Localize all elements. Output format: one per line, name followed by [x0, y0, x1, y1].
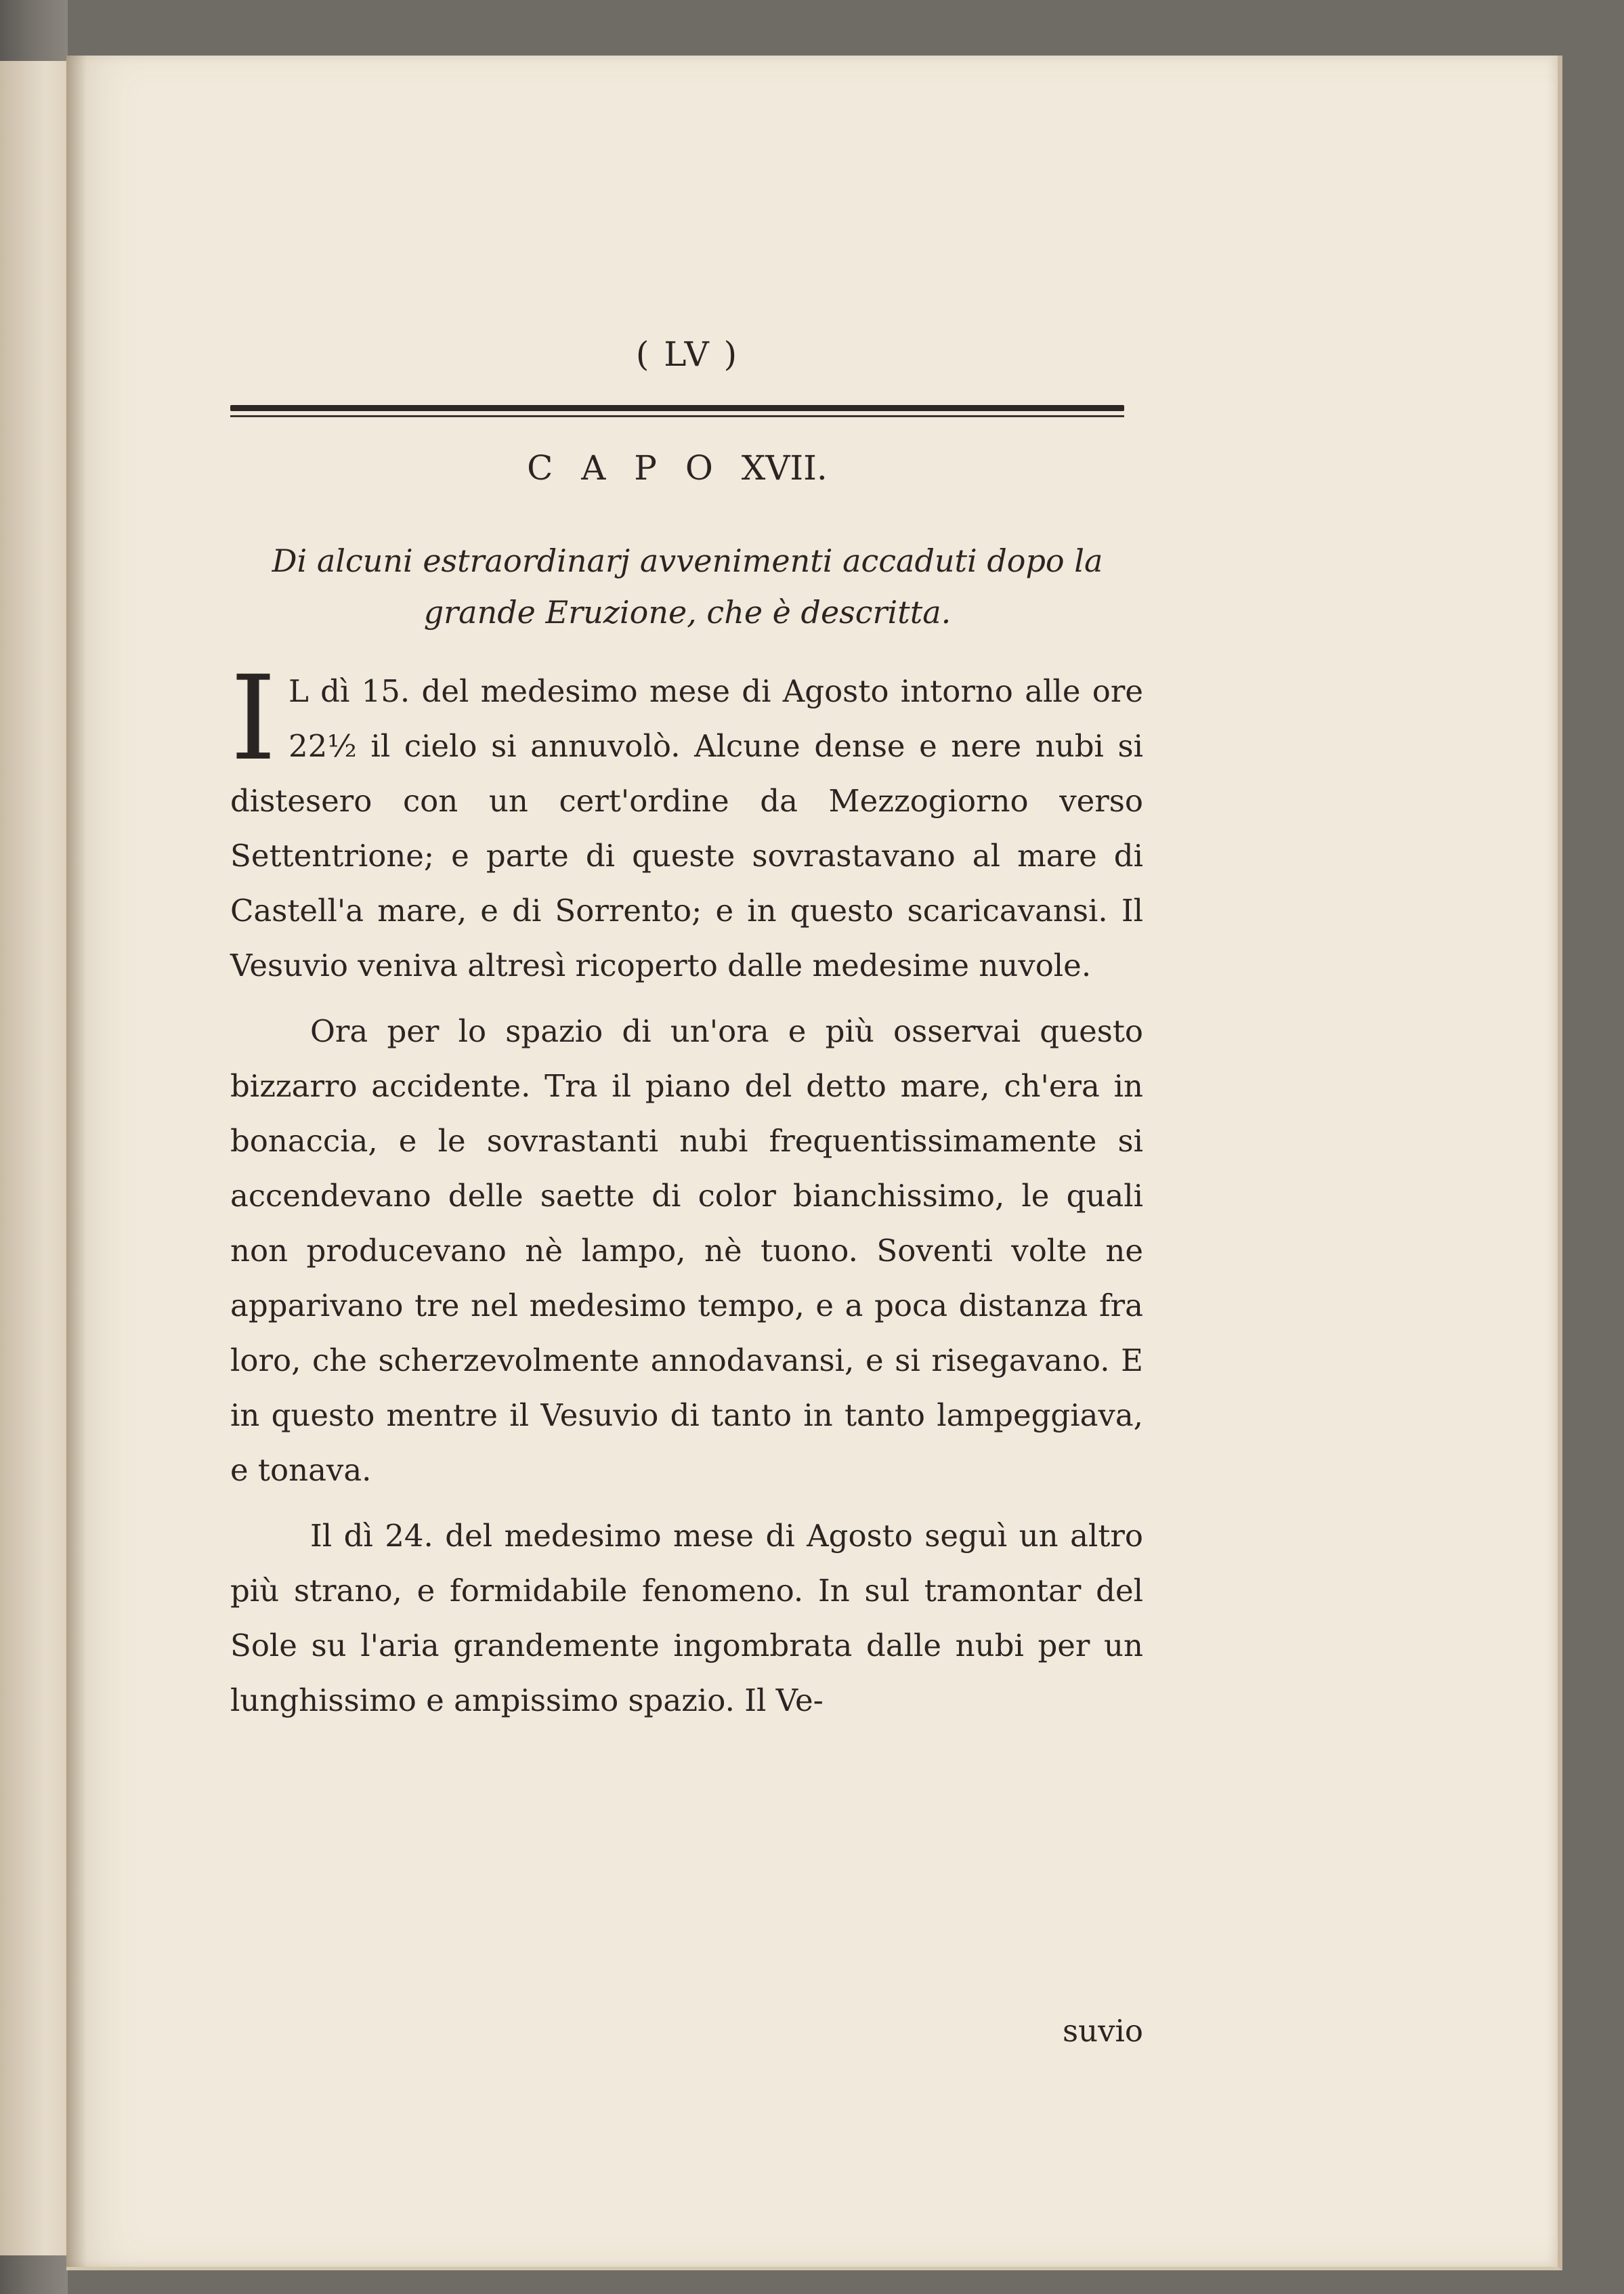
paragraph-2: Ora per lo spazio di un'ora e più osservai questo bizzarro accidente. Tra il piano del detto mare, ch'era in bonaccia, e le sovrastanti nubi frequentissimamente si accendevano delle saette di color bianchissimo, le quali non producevano nè lampo, nè tuono. Soventi volte ne apparivano tre nel medesimo tempo, e a poca distanza fra loro, che scherzevolmente annodavansi, e si risegavano. E in questo mentre il Vesuvio di tanto in tanto lampeggiava, e tonava. [230, 1013, 1143, 1488]
body-text [230, 650, 1143, 1739]
page-number: ( LV ) [635, 335, 740, 374]
paragraph-1 [230, 650, 1143, 993]
page-gutter-shadow [66, 56, 87, 2267]
paragraph-1-text: L dì 15. del medesimo mese di Agosto intorno alle ore 22½ il cielo si annuvolò. Alcune dense e nere nubi si distesero con un cert'ordine da Mezzogiorno verso Settentrione; e parte di queste sovrastavano al mare di Castell'a mare, e di Sorrento; e in questo scaricavansi. Il Vesuvio veniva altresì ricoperto dalle medesime nuvole. [230, 673, 1143, 983]
header-rule-thick [230, 405, 1124, 411]
chapter-subtitle: Di alcuni estraordinarj avvenimenti accaduti dopo la grande Eruzione, che è descritta. [272, 543, 1103, 631]
left-page-edge [0, 61, 76, 2255]
drop-cap: I [230, 650, 276, 786]
paragraph-3: Il dì 24. del medesimo mese di Agosto seguì un altro più strano, e formidabile fenomeno. In sul tramontar del Sole su l'aria grandemente ingombrata dalle nubi per un lunghissimo e ampissimo spazio. Il Ve- [230, 1518, 1143, 1718]
catchword: suvio [1063, 2013, 1143, 2049]
header-rule-thin [230, 415, 1124, 417]
chapter-title: C A P O XVII. [527, 448, 828, 488]
